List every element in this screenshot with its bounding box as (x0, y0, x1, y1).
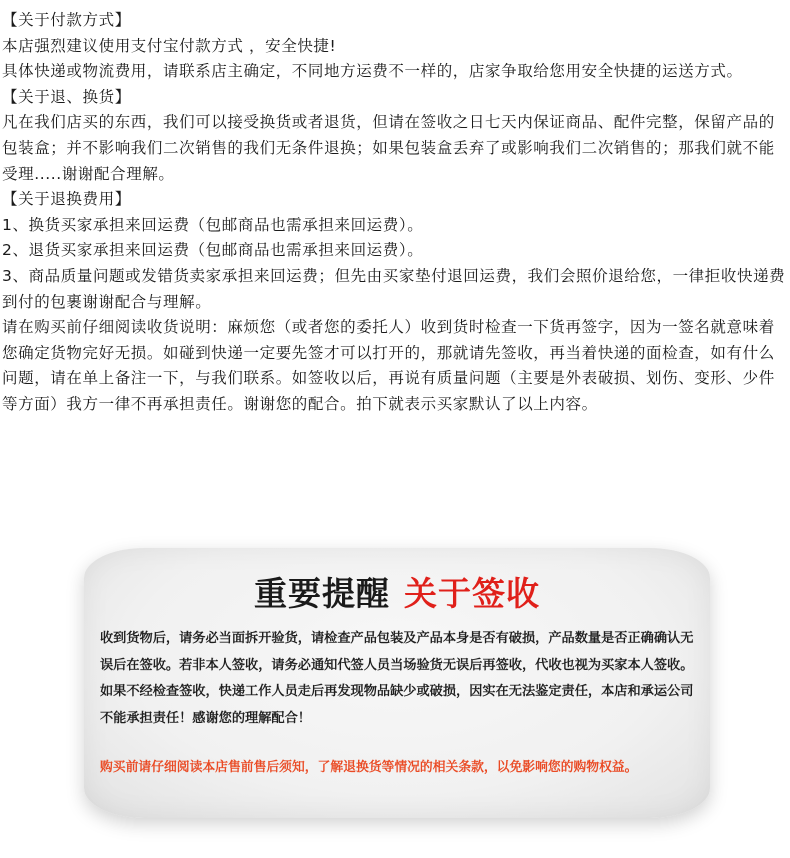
card-title-accent: 关于签收 (404, 574, 540, 613)
card-title-main: 重要提醒 (254, 574, 390, 613)
heading-payment: 【关于付款方式】 (2, 11, 131, 29)
return-exchange-policy: 凡在我们店买的东西，我们可以接受换货或者退货，但请在签收之日七天内保证商品、配件完整，保留产品的包装盒；并不影响我们二次销售的我们无条件退换；如果包装盒丢弃了或影响我们二次销售的；那我们就不能受理.....谢谢配合理解。 (2, 113, 775, 183)
heading-return-fees: 【关于退换费用】 (2, 190, 131, 209)
payment-recommendation: 本店强烈建议使用支付宝付款方式 ，安全快捷! (2, 36, 337, 55)
heading-return-exchange: 【关于退、换货】 (2, 87, 131, 106)
policy-document (2, 8, 786, 418)
card-warning-note: 购买前请仔细阅读本店售前售后须知，了解退换货等情况的相关条款，以免影响您的购物权益。 (100, 760, 638, 775)
fee-rule-exchange: 1、换货买家承担来回运费（包邮商品也需承担来回运费）。 (2, 215, 424, 234)
signing-notice-card (84, 548, 710, 818)
fee-rule-quality: 3、商品质量问题或发错货卖家承担来回运费；但先由买家垫付退回运费，我们会照价退给您，一律拒收快递费到付的包裹谢谢配合与理解。 (2, 266, 786, 311)
shipping-fee-info: 具体快递或物流费用，请联系店主确定，不同地方运费不一样的，店家争取给您用安全快捷的运送方式。 (2, 62, 743, 81)
receipt-instructions: 请在购买前仔细阅读收货说明：麻烦您（或者您的委托人）收到货时检查一下货再签字，因为一签名就意味着您确定货物完好无损。如碰到快递一定要先签才可以打开的，那就请先签收，再当着快递的面检查，如有什么问题，请在单上备注一下，与我们联系。如签收以后，再说有质量问题（主要是外表破损、划伤、变形、少件等方面）我方一律不再承担责任。谢谢您的配合。拍下就表示买家默认了以上内容。 (2, 318, 775, 413)
fee-rule-return: 2、退货买家承担来回运费（包邮商品也需承担来回运费）。 (2, 241, 424, 260)
card-body-text: 收到货物后，请务必当面拆开验货，请检查产品包装及产品本身是否有破损，产品数量是否正确确认无误后在签收。若非本人签收，请务必通知代签人员当场验货无误后再签收，代收也视为买家本人签收。如果不经检查签收，快递工作人员走后再发现物品缺少或破损，因实在无法鉴定责任，本店和承运公司不能承担责任！感谢您的理解配合！ (100, 631, 694, 726)
card-title (84, 568, 710, 615)
